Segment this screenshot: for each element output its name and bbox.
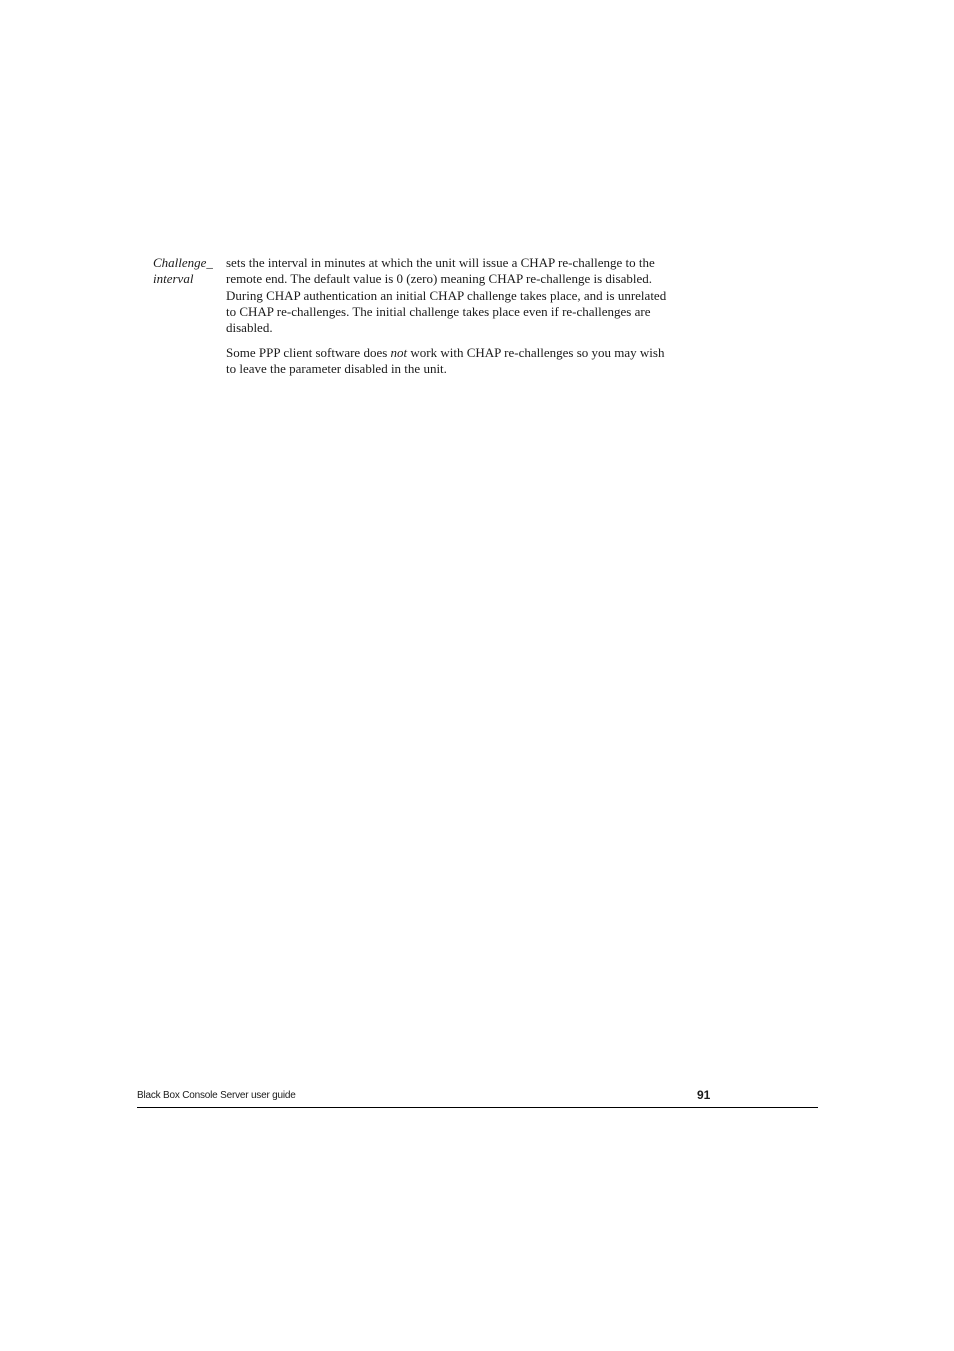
paragraph-2-emphasis: not <box>390 344 408 360</box>
term-line-1: Challenge_ <box>153 255 213 270</box>
paragraph-1-line-2: remote end. The default value is 0 (zero) meaning CHAP re-challenge is disabled. <box>226 271 652 287</box>
description-paragraph-2 <box>226 345 716 378</box>
paragraph-2-line-2: to leave the parameter disabled in the unit. <box>226 361 447 377</box>
footer-page-number: 91 <box>697 1088 711 1102</box>
definition-description <box>226 255 716 386</box>
footer-divider <box>137 1107 818 1108</box>
description-paragraph-1 <box>226 255 716 336</box>
term-line-2: interval <box>153 271 194 287</box>
definition-term <box>153 255 223 288</box>
paragraph-2-text-after: work with CHAP re-challenges so you may wish <box>407 344 665 360</box>
paragraph-2-text-before: Some PPP client software does <box>226 344 391 360</box>
paragraph-1-line-1: sets the interval in minutes at which the unit will issue a CHAP re-challenge to the <box>226 255 655 270</box>
paragraph-1-line-3: During CHAP authentication an initial CHAP challenge takes place, and is unrelated <box>226 287 667 303</box>
footer-document-title: Black Box Console Server user guide <box>137 1090 296 1101</box>
paragraph-1-line-4: to CHAP re-challenges. The initial challenge takes place even if re-challenges are <box>226 303 651 319</box>
paragraph-2-line-1 <box>226 345 716 361</box>
paragraph-1-line-5: disabled. <box>226 320 273 336</box>
